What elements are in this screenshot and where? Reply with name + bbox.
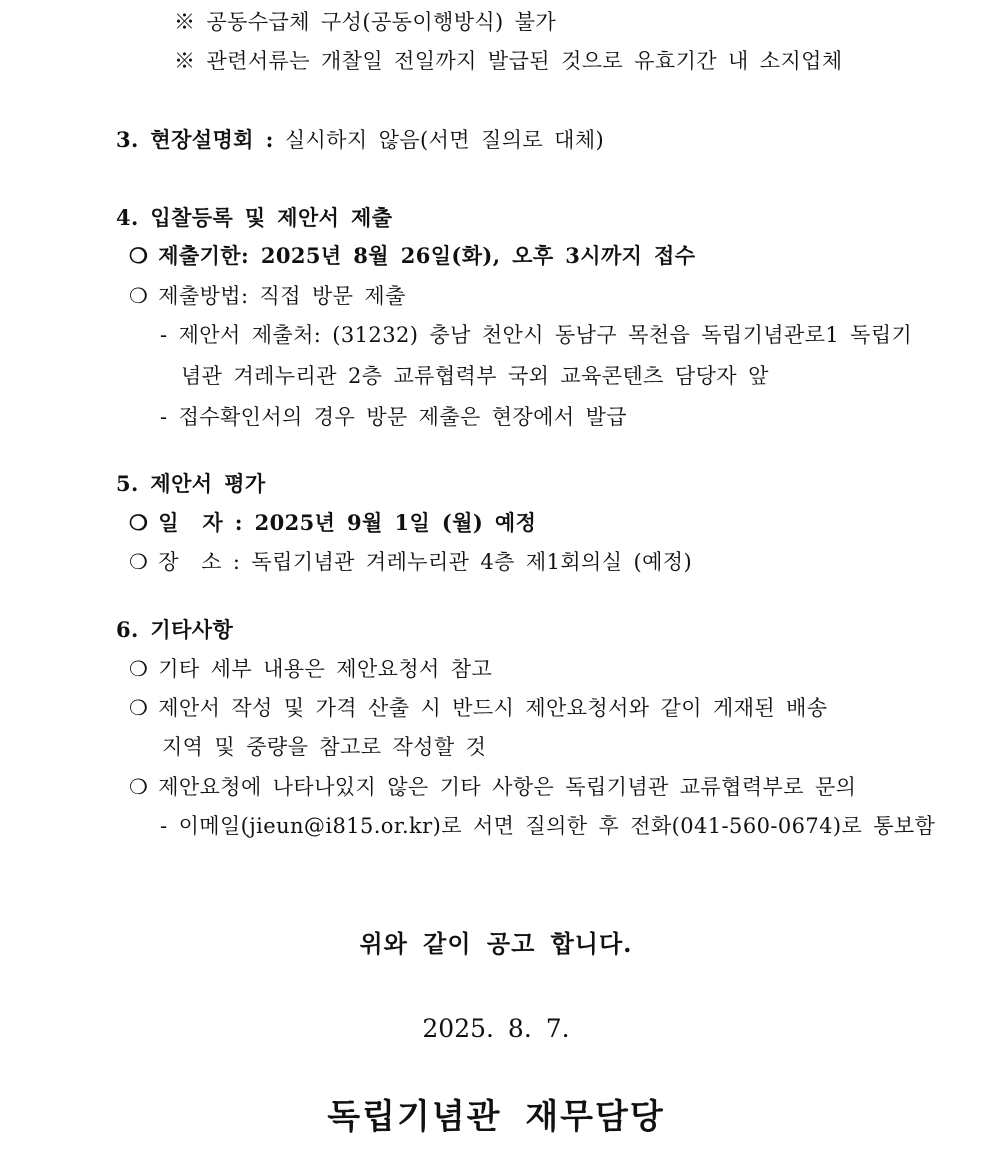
bullet-icon: ❍ — [129, 243, 149, 268]
section4-receipt: - 접수확인서의 경우 방문 제출은 현장에서 발급 — [160, 405, 627, 429]
section3-heading: 3. 현장설명회 : — [116, 127, 274, 152]
section5-date — [129, 509, 536, 537]
section6-heading: 6. 기타사항 — [116, 617, 234, 642]
section6-item1 — [129, 655, 492, 683]
section4-address-line1: - 제안서 제출처: (31232) 충남 천안시 동남구 목천읍 독립기념관로1 독립기 — [160, 323, 913, 347]
section5-place — [129, 548, 692, 576]
bullet-icon: ❍ — [129, 284, 149, 308]
bullet-icon: ❍ — [129, 775, 149, 799]
section4-address-line2: 념관 겨레누리관 2층 교류협력부 국외 교육콘텐츠 담당자 앞 — [181, 364, 769, 388]
note-joint-supply: ※ 공동수급체 구성(공동이행방식) 불가 — [174, 10, 557, 34]
eval-date-text: 일 자 : 2025년 9월 1일 (월) 예정 — [158, 510, 537, 535]
issuer-name: 독립기념관 재무담당 — [327, 1097, 665, 1137]
section6-item2-line1 — [129, 694, 828, 722]
note-documents-validity: ※ 관련서류는 개찰일 전일까지 발급된 것으로 유효기간 내 소지업체 — [174, 49, 843, 73]
section4-method — [129, 282, 406, 310]
deadline-text: 제출기한: 2025년 8월 26일(화), 오후 3시까지 접수 — [158, 243, 696, 268]
eval-place-text: 장 소 : 독립기념관 겨레누리관 4층 제1회의실 (예정) — [158, 550, 693, 574]
closing-date: 2025. 8. 7. — [422, 1014, 570, 1043]
section4-heading: 4. 입찰등록 및 제안서 제출 — [116, 205, 393, 230]
bullet-icon: ❍ — [129, 550, 149, 574]
bullet-icon: ❍ — [129, 510, 149, 535]
section5-heading: 5. 제안서 평가 — [116, 471, 266, 496]
item3-text: 제안요청에 나타나있지 않은 기타 사항은 독립기념관 교류협력부로 문의 — [158, 775, 857, 799]
section3-line — [116, 126, 604, 154]
section6-item3 — [129, 773, 856, 801]
section6-contact: - 이메일(jieun@i815.or.kr)로 서면 질의한 후 전화(041-560-0674)로 통보함 — [160, 814, 936, 838]
bullet-icon: ❍ — [129, 696, 149, 720]
section3-text: 실시하지 않음(서면 질의로 대체) — [284, 128, 605, 152]
section6-item2-line2: 지역 및 중량을 참고로 작성할 것 — [162, 735, 487, 759]
section4-deadline — [129, 242, 695, 270]
item2-text: 제안서 작성 및 가격 산출 시 반드시 제안요청서와 같이 게재된 배송 — [158, 696, 828, 720]
closing-statement: 위와 같이 공고 합니다. — [359, 929, 633, 958]
bullet-icon: ❍ — [129, 657, 149, 681]
item1-text: 기타 세부 내용은 제안요청서 참고 — [158, 657, 493, 681]
method-text: 제출방법: 직접 방문 제출 — [158, 284, 406, 308]
